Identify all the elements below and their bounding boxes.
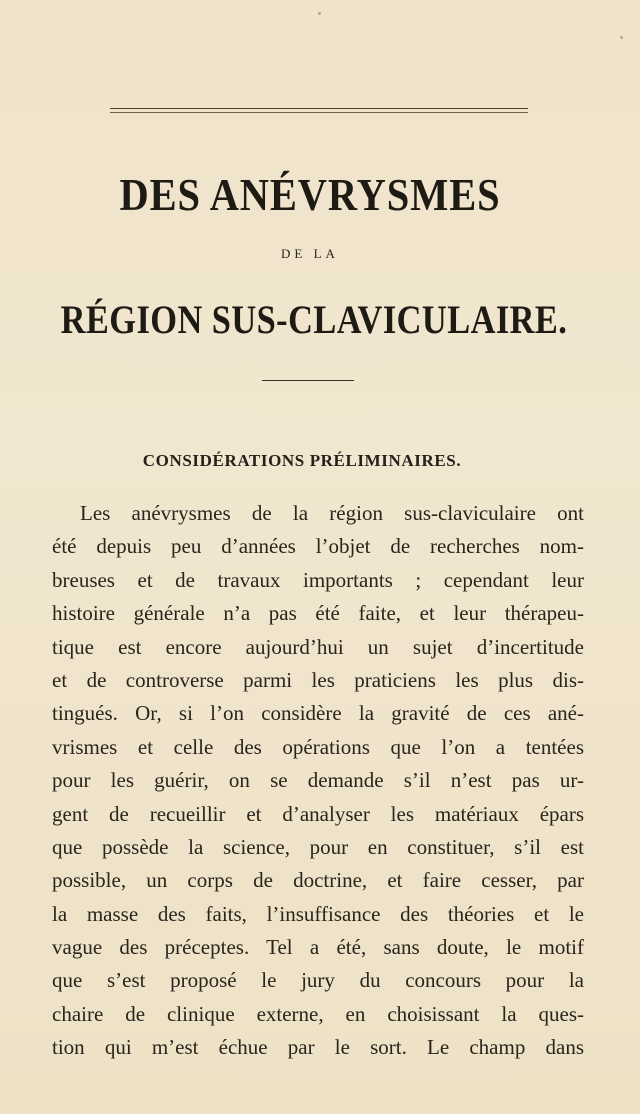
region-title: RÉGION SUS-CLAVICULAIRE. <box>60 297 568 342</box>
body-line: tique est encore aujourd’hui un sujet d’incertitude <box>52 634 584 659</box>
top-double-rule <box>110 108 528 109</box>
body-line: pour les guérir, on se demande s’il n’est pas ur- <box>52 768 584 793</box>
body-line: possible, un corps de doctrine, et faire cesser, par <box>52 868 584 893</box>
body-line: Les anévrysmes de la région sus-claviculaire ont <box>80 501 584 525</box>
body-paragraph <box>52 497 584 1065</box>
body-line: la masse des faits, l’insuffisance des théories et le <box>52 901 584 926</box>
body-line: chaire de clinique externe, en choisissant la ques- <box>52 1001 584 1026</box>
body-line: et de controverse parmi les praticiens les plus dis- <box>52 667 584 692</box>
body-line: tion qui m’est échue par le sort. Le champ dans <box>52 1035 584 1060</box>
body-line: tingués. Or, si l’on considère la gravité de ces ané- <box>52 701 584 726</box>
title-connector: DE LA <box>281 246 339 261</box>
top-double-rule-lower <box>110 112 528 113</box>
paper-speck <box>620 36 623 39</box>
body-line: breuses et de travaux importants ; cependant leur <box>52 567 584 592</box>
paper-speck <box>318 12 321 15</box>
body-line: que s’est proposé le jury du concours pour la <box>52 968 584 993</box>
body-line: histoire générale n’a pas été faite, et leur thérapeu- <box>52 601 584 626</box>
page-title: DES ANÉVRYSMES <box>119 169 501 220</box>
section-heading: CONSIDÉRATIONS PRÉLIMINAIRES. <box>142 451 462 470</box>
title-divider-rule <box>262 380 354 381</box>
body-line: que possède la science, pour en constituer, s’il est <box>52 834 584 859</box>
body-line: vrismes et celle des opérations que l’on a tentées <box>52 734 584 759</box>
body-line: gent de recueillir et d’analyser les matériaux épars <box>52 801 584 826</box>
body-line: été depuis peu d’années l’objet de recherches nom- <box>52 534 584 559</box>
body-line: vague des préceptes. Tel a été, sans doute, le motif <box>52 935 584 960</box>
